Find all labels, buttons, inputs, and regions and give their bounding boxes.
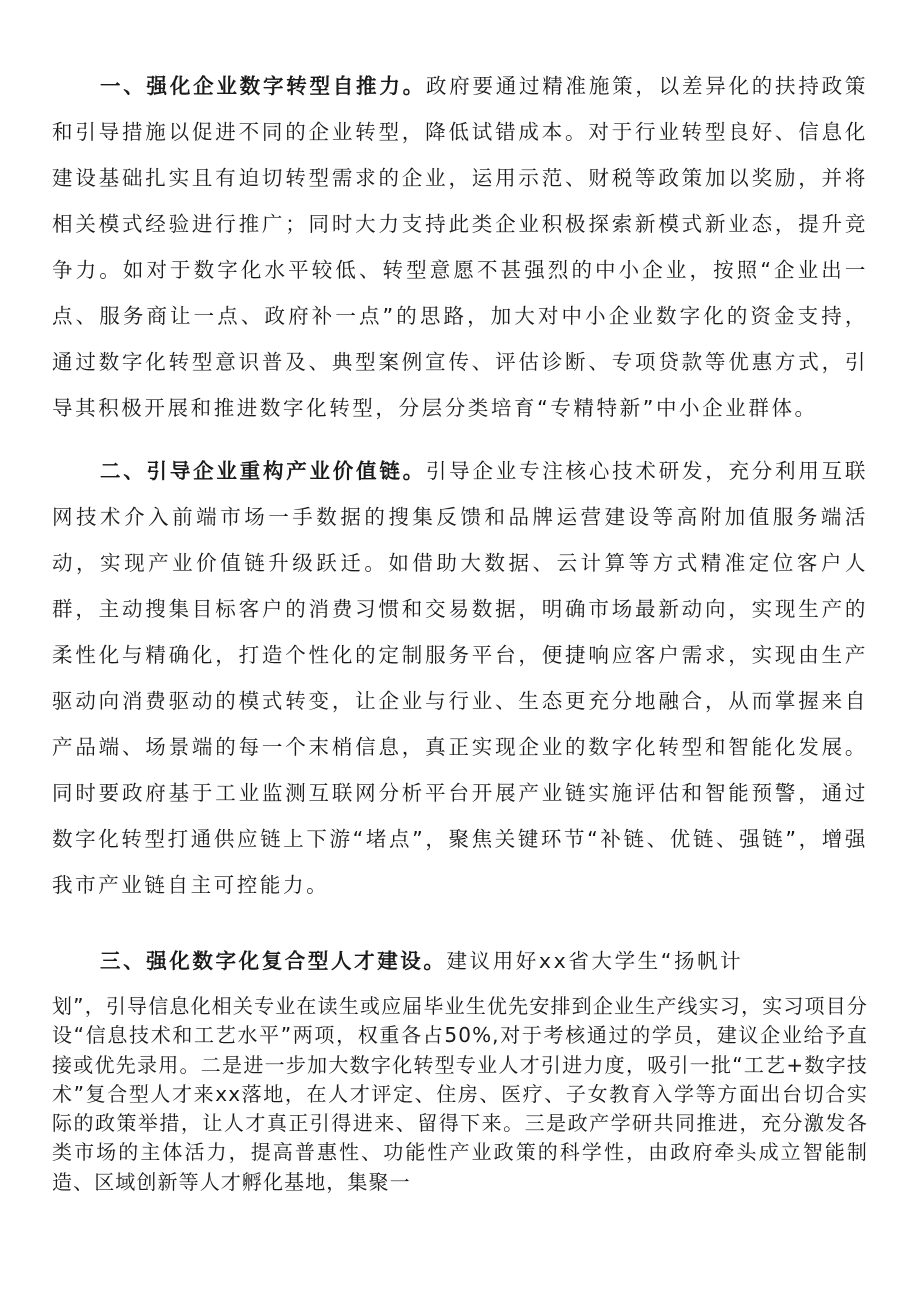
section-2-heading: 二、引导企业重构产业价值链。 xyxy=(100,459,426,483)
section-1-heading: 一、强化企业数字转型自推力。 xyxy=(100,74,426,98)
section-2-body: 引导企业专注核心技术研发，充分利用互联网技术介入前端市场一手数据的搜集反馈和品牌运营建设等高附加值服务端活动，实现产业价值链升级跃迁。如借助大数据、云计算等方式精准定位客户人群，主动搜集目标客户的消费习惯和交易数据，明确市场最新动向，实现生产的柔性化与精确化，打造个性化的定制服务平台，便捷响应客户需求，实现由生产驱动向消费驱动的模式转变，让企业与行业、生态更充分地融合，从而掌握来自产品端、场景端的每一个末梢信息，真正实现企业的数字化转型和智能化发展。同时要政府基于工业监测互联网分析平台开展产业链实施评估和智能预警，通过数字化转型打通供应链上下游“堵点”，聚焦关键环节“补链、优链、强链”，增强我市产业链自主可控能力。 xyxy=(52,459,868,897)
section-3-heading: 三、强化数字化复合型人才建设。 xyxy=(100,949,447,973)
section-3-continuation: 划”，引导信息化相关专业在读生或应届毕业生优先安排到企业生产线实习，实习项目分设“信息技术和工艺水平”两项，权重各占50%,对于考核通过的学员，建议企业给予直接或优先录用。二是进一步加大数字化转型专业人才引进力度，吸引一批“工艺+数字技术”复合型人才来xx落地，在人才评定、住房、医疗、子女教育入学等方面出台切合实际的政策举措，让人才真正引得进来、留得下来。三是政产学研共同推进，充分激发各类市场的主体活力，提高普惠性、功能性产业政策的科学性，由政府牵头成立智能制造、区域创新等人才孵化基地，集聚一 xyxy=(52,994,868,1194)
section-3-paragraph xyxy=(52,938,868,984)
section-3-body: 建议用好xx省大学生“扬帆计 xyxy=(446,949,744,973)
section-1-body: 政府要通过精准施策，以差异化的扶持政策和引导措施以促进不同的企业转型，降低试错成本。对于行业转型良好、信息化建设基础扎实且有迫切转型需求的企业，运用示范、财税等政策加以奖励，并将相关模式经验进行推广；同时大力支持此类企业积极探索新模式新业态，提升竞争力。如对于数字化水平较低、转型意愿不甚强烈的中小企业，按照“企业出一点、服务商让一点、政府补一点”的思路，加大对中小企业数字化的资金支持，通过数字化转型意识普及、典型案例宣传、评估诊断、专项贷款等优惠方式，引导其积极开展和推进数字化转型，分层分类培育“专精特新”中小企业群体。 xyxy=(52,74,868,420)
section-1-paragraph xyxy=(52,63,868,431)
section-2-paragraph xyxy=(52,448,868,908)
